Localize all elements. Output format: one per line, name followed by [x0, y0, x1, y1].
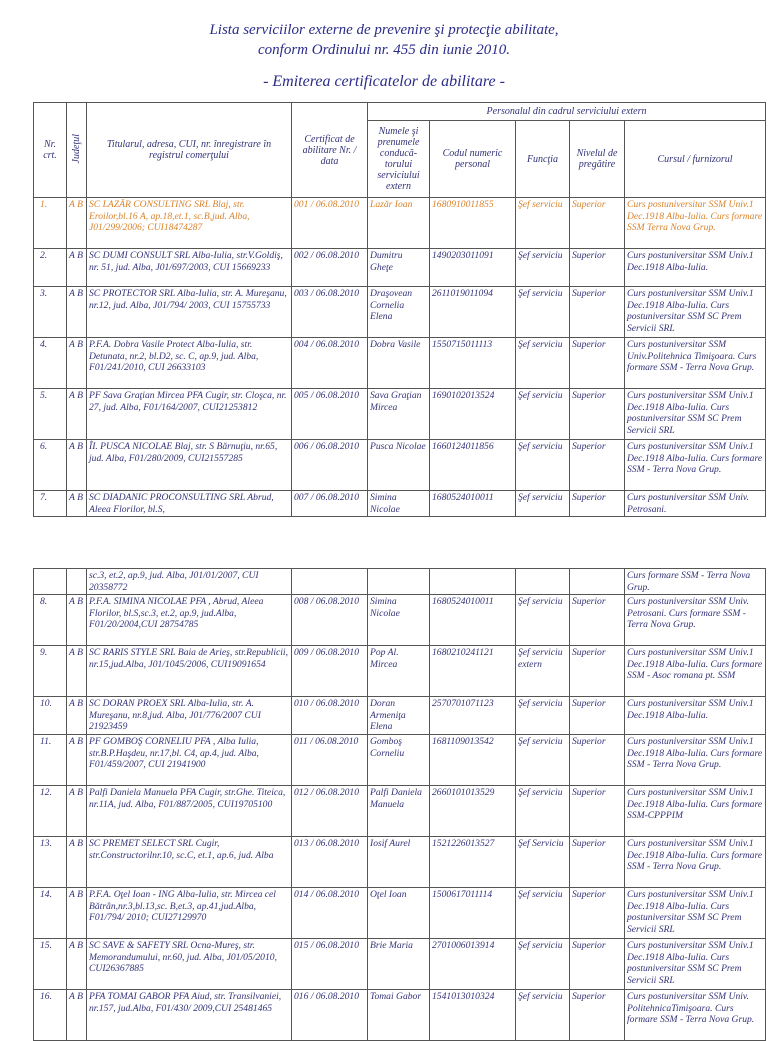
- cell-functia: Şef serviciu extern: [516, 646, 570, 697]
- table-row: [34, 735, 766, 786]
- table-row: [34, 389, 766, 440]
- cell-cod: [430, 569, 516, 595]
- header-personal-group: Personalul din cadrul serviciului extern: [368, 103, 766, 121]
- table-row: [34, 491, 766, 517]
- table-row: [34, 249, 766, 287]
- cell-judet: A B: [67, 735, 87, 786]
- cell-curs: Curs postuniversitar SSM Univ.1 Dec.1918 Alba-Iulia. Curs postuniversitar SSM SC Prem Servicii SRL: [625, 389, 766, 440]
- cell-cert: 015 / 06.08.2010: [292, 939, 368, 990]
- cell-nume: Pop Al. Mircea: [368, 646, 430, 697]
- cell-cod: 2611019011094: [430, 287, 516, 338]
- doc-title-line2: conform Ordinului nr. 455 din iunie 2010.: [258, 42, 510, 58]
- header-nivelul: Nivelul de pregătire: [570, 121, 625, 198]
- cell-titular: SC SAVE & SAFETY SRL Ocna-Mureş, str. Memorandumului, nr.60, jud. Alba, J01/05/2010, CUI26367885: [87, 939, 292, 990]
- header-functia: Funcţia: [516, 121, 570, 198]
- cell-titular: PF GOMBOŞ CORNELIU PFA , Alba Iulia, str.B.P.Haşdeu, nr.17,bl. C4, ap.4, jud. Alba, F01/459/2007, CUI 21941900: [87, 735, 292, 786]
- cell-nivel: Superior: [570, 888, 625, 939]
- header-nr: Nr. crt.: [34, 103, 67, 198]
- cell-cert: 002 / 06.08.2010: [292, 249, 368, 287]
- header-certificat: Certificat de abilitare Nr. / data: [292, 103, 368, 198]
- cell-judet: [67, 569, 87, 595]
- cell-judet: A B: [67, 440, 87, 491]
- cell-judet: A B: [67, 249, 87, 287]
- cell-nume: Dobra Vasile: [368, 338, 430, 389]
- cell-nume: Simina Nicolae: [368, 491, 430, 517]
- cell-nivel: Superior: [570, 646, 625, 697]
- cell-nivel: Superior: [570, 939, 625, 990]
- cell-functia: Şef serviciu: [516, 249, 570, 287]
- cell-curs: Curs postuniversitar SSM Univ.1 Dec.1918 Alba-Iulia. Curs formare SSM - Terra Nova Grup.: [625, 837, 766, 888]
- header-cod: Codul numeric personal: [430, 121, 516, 198]
- cell-curs: Curs postuniversitar SSM Univ.1 Dec.1918 Alba-Iulia. Curs postuniversitar SSM SC Prem Servicii SRL: [625, 287, 766, 338]
- cell-cod: 2570701071123: [430, 697, 516, 735]
- header-judet: [67, 103, 87, 198]
- cell-titular: P.F.A. Oţel Ioan - ING Alba-Iulia, str. Mircea cel Bătrân,nr.3,bl.13,sc. B,et.3, ap.41,jud.Alba, F01/794/ 2010; CUI27129970: [87, 888, 292, 939]
- cell-nivel: [570, 569, 625, 595]
- cell-cod: 1680524010011: [430, 595, 516, 646]
- cell-functia: Şef serviciu: [516, 440, 570, 491]
- table-row: [34, 338, 766, 389]
- cell-cert: 012 / 06.08.2010: [292, 786, 368, 837]
- cell-cod: 2701006013914: [430, 939, 516, 990]
- continuation-row: [34, 569, 766, 595]
- cell-cert: 010 / 06.08.2010: [292, 697, 368, 735]
- cell-functia: Şef serviciu: [516, 888, 570, 939]
- cell-nivel: Superior: [570, 595, 625, 646]
- cell-curs: Curs postuniversitar SSM Univ. Petrosani.: [625, 491, 766, 517]
- cell-nume: Simina Nicolae: [368, 595, 430, 646]
- cell-nivel: Superior: [570, 389, 625, 440]
- cell-nume: [368, 569, 430, 595]
- certificates-table-part1: [33, 102, 766, 517]
- header-titular: Titularul, adresa, CUI, nr. înregistrare în registrul comerţului: [87, 103, 292, 198]
- header-judet-label: Judeţul: [71, 133, 82, 164]
- cell-judet: A B: [67, 786, 87, 837]
- cell-cod: 1500617011114: [430, 888, 516, 939]
- cell-nr: 2.: [34, 249, 67, 287]
- cell-nivel: Superior: [570, 697, 625, 735]
- table-row: [34, 646, 766, 697]
- certificates-table-part2: [33, 568, 766, 1041]
- cell-functia: Şef serviciu: [516, 990, 570, 1041]
- cell-nivel: Superior: [570, 735, 625, 786]
- cell-nr: 11.: [34, 735, 67, 786]
- cell-functia: Şef serviciu: [516, 786, 570, 837]
- cell-cod: 1681109013542: [430, 735, 516, 786]
- cell-nivel: Superior: [570, 491, 625, 517]
- cell-functia: Şef serviciu: [516, 198, 570, 249]
- table-row: [34, 697, 766, 735]
- cell-titular: SC DIADANIC PROCONSULTING SRL Abrud, Aleea Florilor, bl.S,: [87, 491, 292, 517]
- table-row: [34, 990, 766, 1041]
- cell-cod: 2660101013529: [430, 786, 516, 837]
- cell-cod: 1680910011855: [430, 198, 516, 249]
- cell-curs: Curs postuniversitar SSM Univ.1 Dec.1918 Alba-Iulia. Curs formare SSM - Asoc romana pt. SSM: [625, 646, 766, 697]
- cell-nivel: Superior: [570, 287, 625, 338]
- cell-judet: A B: [67, 198, 87, 249]
- cell-judet: A B: [67, 888, 87, 939]
- cell-cert: 005 / 06.08.2010: [292, 389, 368, 440]
- cell-curs: Curs formare SSM - Terra Nova Grup.: [625, 569, 766, 595]
- cell-titular: SC RARIS STYLE SRL Baia de Arieş, str.Republicii, nr.15,jud.Alba, J01/1045/2006, CUI19091654: [87, 646, 292, 697]
- cell-nr: 7.: [34, 491, 67, 517]
- cell-cod: 1521226013527: [430, 837, 516, 888]
- cell-nume: Draşovean Cornelia Elena: [368, 287, 430, 338]
- cell-nivel: Superior: [570, 786, 625, 837]
- cell-nivel: Superior: [570, 338, 625, 389]
- cell-nr: 16.: [34, 990, 67, 1041]
- cell-nume: Brie Maria: [368, 939, 430, 990]
- cell-curs: Curs postuniversitar SSM Univ.1 Dec.1918 Alba-Iulia. Curs postuniversitar SSM SC Prem Servicii SRL: [625, 939, 766, 990]
- cell-titular: SC PREMET SELECT SRL Cugir, str.Constructorilnr.10, sc.C, et.1, ap.6, jud. Alba: [87, 837, 292, 888]
- doc-title-line1: Lista serviciilor externe de prevenire şi protecţie abilitate,: [209, 22, 559, 38]
- cell-curs: Curs postuniversitar SSM Univ. Petrosani. Curs formare SSM - Terra Nova Grup.: [625, 595, 766, 646]
- cell-judet: A B: [67, 287, 87, 338]
- cell-functia: Şef serviciu: [516, 287, 570, 338]
- cell-functia: Şef serviciu: [516, 389, 570, 440]
- cell-functia: Şef Serviciu: [516, 837, 570, 888]
- table-row: [34, 786, 766, 837]
- cell-titular: sc.3, et.2, ap.9, jud. Alba, J01/01/2007, CUI 20358772: [87, 569, 292, 595]
- cell-cert: 003 / 06.08.2010: [292, 287, 368, 338]
- cell-titular: PFA TOMAI GABOR PFA Aiud, str. Transilvaniei, nr.157, jud.Alba, F01/430/ 2009,CUI 25481465: [87, 990, 292, 1041]
- cell-cert: 013 / 06.08.2010: [292, 837, 368, 888]
- cell-cert: 011 / 06.08.2010: [292, 735, 368, 786]
- cell-curs: Curs postuniversitar SSM Univ.1 Dec.1918 Alba-Iulia.: [625, 697, 766, 735]
- cell-nume: Pusca Nicolae: [368, 440, 430, 491]
- cell-nivel: Superior: [570, 837, 625, 888]
- cell-nume: Doran Armeniţa Elena: [368, 697, 430, 735]
- table-row: [34, 198, 766, 249]
- cell-nr: 5.: [34, 389, 67, 440]
- cell-nr: 14.: [34, 888, 67, 939]
- cell-curs: Curs postuniversitar SSM Univ.1 Dec.1918 Alba-Iulia.: [625, 249, 766, 287]
- cell-nume: Gomboş Corneliu: [368, 735, 430, 786]
- cell-cod: 1690102013524: [430, 389, 516, 440]
- cell-curs: Curs postuniversitar SSM Univ. PolitehnicaTimişoara. Curs formare SSM - Terra Nova Grup.: [625, 990, 766, 1041]
- cell-functia: Şef serviciu: [516, 697, 570, 735]
- cell-judet: A B: [67, 646, 87, 697]
- cell-cod: 1490203011091: [430, 249, 516, 287]
- cell-cod: 1680524010011: [430, 491, 516, 517]
- cell-cod: 1660124011856: [430, 440, 516, 491]
- cell-curs: Curs postuniversitar SSM Univ.1 Dec.1918 Alba-Iulia. Curs postuniversitar SSM SC Prem Servicii SRL: [625, 888, 766, 939]
- cell-judet: A B: [67, 389, 87, 440]
- cell-nivel: Superior: [570, 990, 625, 1041]
- cell-functia: Şef serviciu: [516, 595, 570, 646]
- cell-nume: Palfi Daniela Manuela: [368, 786, 430, 837]
- table-row: [34, 837, 766, 888]
- table-row: [34, 287, 766, 338]
- cell-nr: 6.: [34, 440, 67, 491]
- cell-judet: A B: [67, 595, 87, 646]
- cell-functia: Şef serviciu: [516, 735, 570, 786]
- cell-functia: Şef serviciu: [516, 939, 570, 990]
- cell-cert: 001 / 06.08.2010: [292, 198, 368, 249]
- header-cursul: Cursul / furnizorul: [625, 121, 766, 198]
- cell-cert: 009 / 06.08.2010: [292, 646, 368, 697]
- cell-curs: Curs postuniversitar SSM Univ.1 Dec.1918 Alba-Iulia. Curs formare SSM Terra Nova Grup.: [625, 198, 766, 249]
- cell-nr: 1.: [34, 198, 67, 249]
- cell-curs: Curs postuniversitar SSM Univ.1 Dec.1918 Alba-Iulia. Curs formare SSM-CPPPIM: [625, 786, 766, 837]
- cell-nivel: Superior: [570, 249, 625, 287]
- cell-nume: Lazăr Ioan: [368, 198, 430, 249]
- cell-functia: Şef serviciu: [516, 491, 570, 517]
- cell-cert: 008 / 06.08.2010: [292, 595, 368, 646]
- table-row: [34, 595, 766, 646]
- cell-titular: SC LAZĂR CONSULTING SRL Blaj, str. Eroilor,bl.16 A, ap.18,et.1, sc.B,jud. Alba, J01/299/2006; CUI18474287: [87, 198, 292, 249]
- table-row: [34, 888, 766, 939]
- cell-titular: SC DORAN PROEX SRL Alba-Iulia, str. A. Mureşanu, nr.8,jud. Alba, J01/776/2007 CUI 21923459: [87, 697, 292, 735]
- cell-nr: 15.: [34, 939, 67, 990]
- cell-nume: Tomai Gabor: [368, 990, 430, 1041]
- table-row: [34, 939, 766, 990]
- cell-judet: A B: [67, 990, 87, 1041]
- cell-titular: SC PROTECTOR SRL Alba-Iulia, str. A. Mureşanu, nr.12, jud. Alba, J01/794/ 2003, CUI 15755733: [87, 287, 292, 338]
- cell-cert: [292, 569, 368, 595]
- table-row: [34, 440, 766, 491]
- cell-functia: [516, 569, 570, 595]
- cell-cod: 1680210241121: [430, 646, 516, 697]
- cell-nr: [34, 569, 67, 595]
- cell-titular: Palfi Daniela Manuela PFA Cugir, str.Ghe. Titeica, nr.11A, jud. Alba, F01/887/2005, CUI19705100: [87, 786, 292, 837]
- cell-curs: Curs postuniversitar SSM Univ.1 Dec.1918 Alba-Iulia. Curs formare SSM - Terra Nova Grup.: [625, 735, 766, 786]
- header-nume: Numele şi prenumele conducă-torului serviciului extern: [368, 121, 430, 198]
- cell-cert: 004 / 06.08.2010: [292, 338, 368, 389]
- cell-cert: 016 / 06.08.2010: [292, 990, 368, 1041]
- cell-functia: Şef serviciu: [516, 338, 570, 389]
- cell-curs: Curs postuniversitar SSM Univ.1 Dec.1918 Alba-Iulia. Curs formare SSM - Terra Nova Grup.: [625, 440, 766, 491]
- cell-nr: 4.: [34, 338, 67, 389]
- cell-nume: Sava Graţian Mircea: [368, 389, 430, 440]
- cell-nr: 3.: [34, 287, 67, 338]
- cell-judet: A B: [67, 491, 87, 517]
- doc-subtitle: - Emiterea certificatelor de abilitare -: [263, 73, 505, 90]
- cell-cod: 1541013010324: [430, 990, 516, 1041]
- cell-judet: A B: [67, 697, 87, 735]
- cell-nume: Iosif Aurel: [368, 837, 430, 888]
- cell-titular: SC DUMI CONSULT SRL Alba-Iulia, str.V.Goldiş, nr. 51, jud. Alba, J01/697/2003, CUI 15669233: [87, 249, 292, 287]
- cell-nivel: Superior: [570, 198, 625, 249]
- cell-nume: Oţel Ioan: [368, 888, 430, 939]
- cell-judet: A B: [67, 338, 87, 389]
- cell-curs: Curs postuniversitar SSM Univ.Politehnica Timişoara. Curs formare SSM - Terra Nova Grup.: [625, 338, 766, 389]
- cell-titular: PF Sava Graţian Mircea PFA Cugir, str. Cloşca, nr. 27, jud. Alba, F01/164/2007, CUI21253812: [87, 389, 292, 440]
- cell-judet: A B: [67, 939, 87, 990]
- cell-cert: 007 / 06.08.2010: [292, 491, 368, 517]
- cell-judet: A B: [67, 837, 87, 888]
- cell-titular: P.F.A. Dobra Vasile Protect Alba-Iulia, str. Detunata, nr.2, bl.D2, sc. C, ap.9, jud. Alba, F01/241/2010, CUI 26633103: [87, 338, 292, 389]
- cell-nr: 8.: [34, 595, 67, 646]
- cell-titular: P.F.A. SIMINA NICOLAE PFA , Abrud, Aleea Florilor, bl.S,sc.3, et.2, ap.9, jud.Alba, F01/20/2004,CUI 28754785: [87, 595, 292, 646]
- cell-nr: 10.: [34, 697, 67, 735]
- cell-cert: 006 / 06.08.2010: [292, 440, 368, 491]
- cell-titular: ÎI. PUSCA NICOLAE Blaj, str. S Bărnuţiu, nr.65, jud. Alba, F01/280/2009, CUI21557285: [87, 440, 292, 491]
- cell-nr: 12.: [34, 786, 67, 837]
- cell-nume: Dumitru Gheţe: [368, 249, 430, 287]
- cell-nivel: Superior: [570, 440, 625, 491]
- cell-cod: 1550715011113: [430, 338, 516, 389]
- cell-nr: 13.: [34, 837, 67, 888]
- cell-nr: 9.: [34, 646, 67, 697]
- cell-cert: 014 / 06.08.2010: [292, 888, 368, 939]
